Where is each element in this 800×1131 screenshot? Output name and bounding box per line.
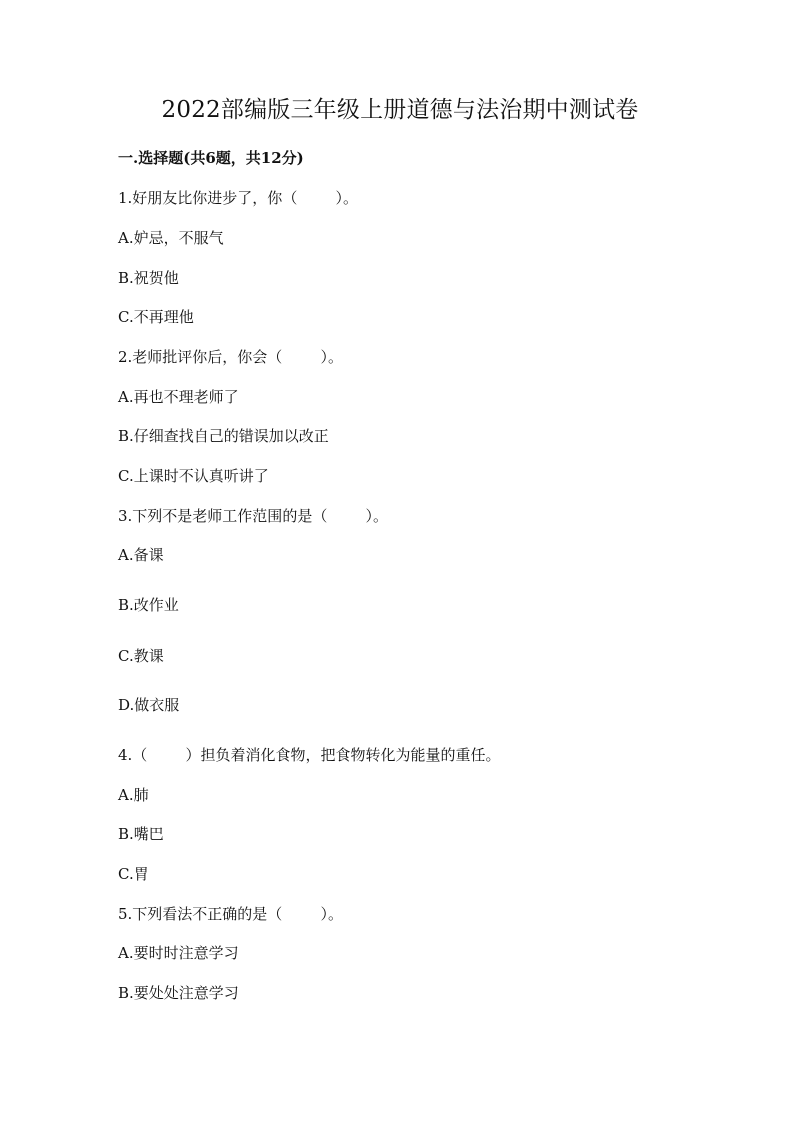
question-3-option-d: D.做衣服 — [118, 696, 180, 714]
question-4-option-a: A.肺 — [118, 786, 149, 804]
question-1-option-c: C.不再理他 — [118, 308, 194, 326]
question-1-option-a: A.妒忌，不服气 — [118, 229, 224, 247]
question-5-option-a: A.要时时注意学习 — [118, 944, 239, 962]
question-4-option-c: C.胃 — [118, 865, 149, 883]
question-5-stem: 5.下列看法不正确的是（ ）。 — [118, 905, 343, 923]
question-1-stem: 1.好朋友比你进步了，你（ ）。 — [118, 189, 358, 207]
question-4-option-b: B.嘴巴 — [118, 825, 164, 843]
question-3-option-b: B.改作业 — [118, 596, 179, 614]
section-heading-multiple-choice: 一.选择题(共6题，共12分) — [118, 149, 304, 167]
question-3-option-c: C.教课 — [118, 647, 164, 665]
question-4-stem: 4.（ ）担负着消化食物，把食物转化为能量的重任。 — [118, 746, 501, 764]
question-1-option-b: B.祝贺他 — [118, 269, 179, 287]
question-5-option-b: B.要处处注意学习 — [118, 984, 239, 1002]
question-2-option-b: B.仔细查找自己的错误加以改正 — [118, 427, 329, 445]
question-2-option-c: C.上课时不认真听讲了 — [118, 467, 269, 485]
question-3-stem: 3.下列不是老师工作范围的是（ ）。 — [118, 507, 388, 525]
question-2-option-a: A.再也不理老师了 — [118, 388, 239, 406]
question-3-option-a: A.备课 — [118, 546, 164, 564]
exam-title: 2022部编版三年级上册道德与法治期中测试卷 — [161, 97, 639, 123]
question-2-stem: 2.老师批评你后，你会（ ）。 — [118, 348, 343, 366]
